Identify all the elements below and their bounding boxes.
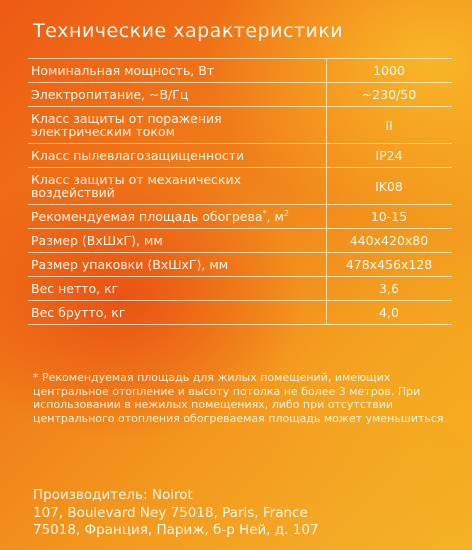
spec-value: ~230/50 [327,83,453,107]
spec-label: Размер (ВхШхГ), мм [28,229,327,253]
table-row [28,83,452,107]
spec-label: Размер упаковки (ВхШхГ), мм [28,253,327,277]
page-title: Технические характеристики [33,20,344,42]
spec-label: Номинальная мощность, Вт [28,59,327,83]
spec-label: Класс пылевлагозащищенности [28,144,327,168]
spec-label: Класс защиты от механических воздействий [28,168,327,205]
table-row [28,107,452,144]
spec-label-unit: , м [266,209,284,224]
table-row [28,59,452,83]
spec-value: 3,6 [327,277,453,301]
table-row [28,253,452,277]
footnote: * Рекомендуемая площадь для жилых помещений, имеющих центральное отопление и высоту потолка не более 3 метров. При использовании в нежилых помещениях, либо при отсутствии центрального отопления обогреваемая площадь может уменьшиться [33,371,444,425]
spec-value: IK08 [327,168,453,205]
spec-label-area: Рекомендуемая площадь обогрева*, $м^2$ [28,205,327,229]
spec-value: 10-15 [327,205,453,229]
manufacturer-name: Производитель: Noirot [33,487,193,503]
spec-value: 4,0 [327,301,453,325]
spec-label: Вес нетто, кг [28,277,327,301]
spec-value: 440x420x80 [327,229,453,253]
spec-label: Рекомендуемая площадь обогрева [31,209,263,224]
specs-table [28,58,452,325]
table-row [28,168,452,205]
table-row [28,277,452,301]
table-row [28,144,452,168]
manufacturer-address-ru: 75018, Франция, Париж, б-р Ней, д. 107 [33,522,319,538]
table-row [28,229,452,253]
manufacturer-block [33,487,463,540]
spec-label: Электропитание, ~В/Гц [28,83,327,107]
spec-value: 478x456x128 [327,253,453,277]
spec-value: 1000 [327,59,453,83]
spec-label: Вес брутто, кг [28,301,327,325]
table-row [28,205,452,229]
spec-value: IP24 [327,144,453,168]
spec-label: Класс защиты от поражения электрическим током [28,107,327,144]
spec-value: II [327,107,453,144]
table-row [28,301,452,325]
manufacturer-address-en: 107, Boulevard Ney 75018, Paris, France [33,504,308,521]
